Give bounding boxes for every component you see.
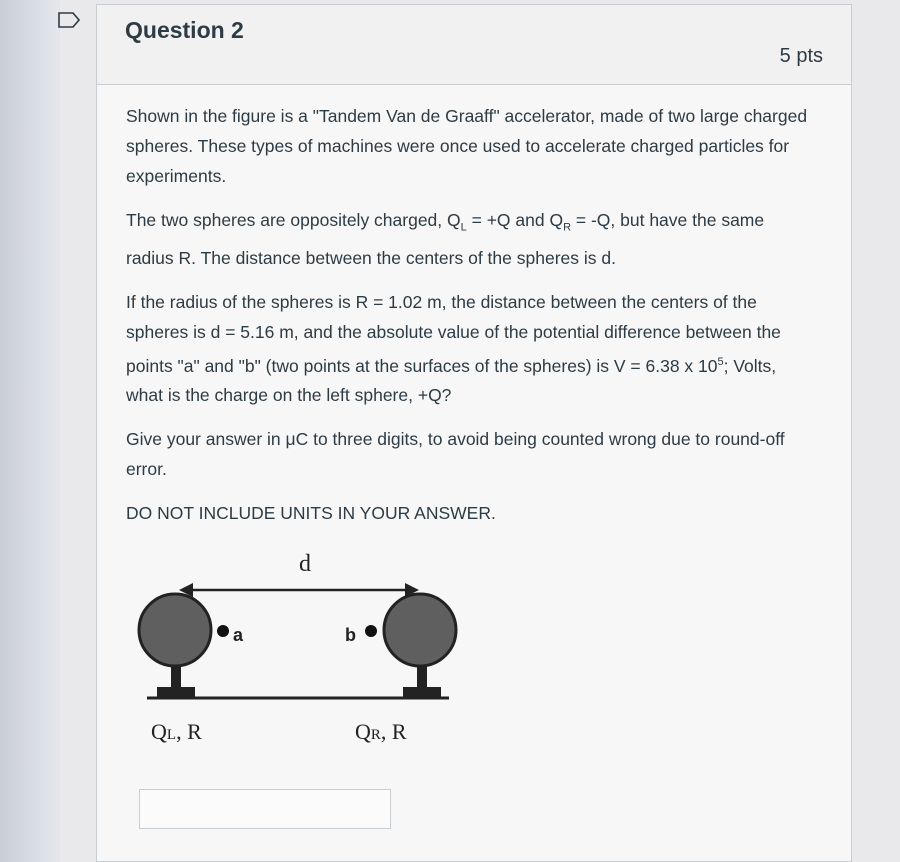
text-part: = -Q, but have the same radius R. The distance between the centers of the spheres is d.: [126, 210, 765, 268]
question-paragraph-instructions: Give your answer in μC to three digits, to avoid being counted wrong due to round-off error.: [126, 429, 785, 480]
question-paragraph-charges: [126, 205, 816, 273]
label-part: , R: [176, 719, 202, 744]
label-part: Q: [151, 719, 167, 744]
right-sphere-label: [355, 719, 407, 744]
point-b-label: b: [345, 625, 356, 645]
point-a-dot: [217, 625, 229, 637]
distance-label: d: [299, 551, 311, 577]
text-part: ; Volts, what is the charge on the left sphere, +Q?: [126, 355, 777, 406]
question-body: [126, 101, 816, 542]
left-sphere: [139, 594, 211, 666]
label-part: Q: [355, 719, 371, 744]
flag-question-icon[interactable]: [58, 12, 80, 28]
point-b-dot: [365, 625, 377, 637]
subscript-r: R: [563, 221, 572, 234]
label-part: , R: [380, 719, 407, 744]
left-stand-base: [157, 687, 195, 697]
question-header: [97, 5, 851, 85]
text-part: If the radius of the spheres is R = 1.02 m, the distance between the centers of the spheres is d = 5.16 m, and the absolute value of the potential difference between the points "a" and "b" (two points at the surfaces of the spheres) is V = 6.38 x 10: [126, 291, 781, 376]
accelerator-figure: [127, 545, 467, 755]
question-title: Question 2: [125, 17, 244, 43]
text-part: The two spheres are oppositely charged, Q: [126, 210, 461, 230]
answer-input[interactable]: [139, 789, 391, 829]
label-sub: R: [370, 727, 381, 743]
right-sphere: [384, 594, 456, 666]
question-card: [96, 4, 852, 862]
exponent: 5: [717, 355, 724, 368]
label-sub: L: [166, 727, 177, 743]
question-paragraph-intro: Shown in the figure is a "Tandem Van de Graaff" accelerator, made of two large charged spheres. These types of machines were once used to accelerate charged particles for experiments.: [126, 106, 808, 186]
right-stand-base: [403, 687, 441, 697]
text-part: = +Q and Q: [466, 210, 564, 230]
subscript-l: L: [460, 221, 467, 234]
question-paragraph-values: [126, 287, 816, 411]
left-sphere-label: [151, 719, 202, 744]
question-points: 5 pts: [779, 45, 823, 67]
point-a-label: a: [233, 625, 244, 645]
question-paragraph-units: DO NOT INCLUDE UNITS IN YOUR ANSWER.: [126, 503, 496, 524]
background-strip: [0, 0, 60, 862]
